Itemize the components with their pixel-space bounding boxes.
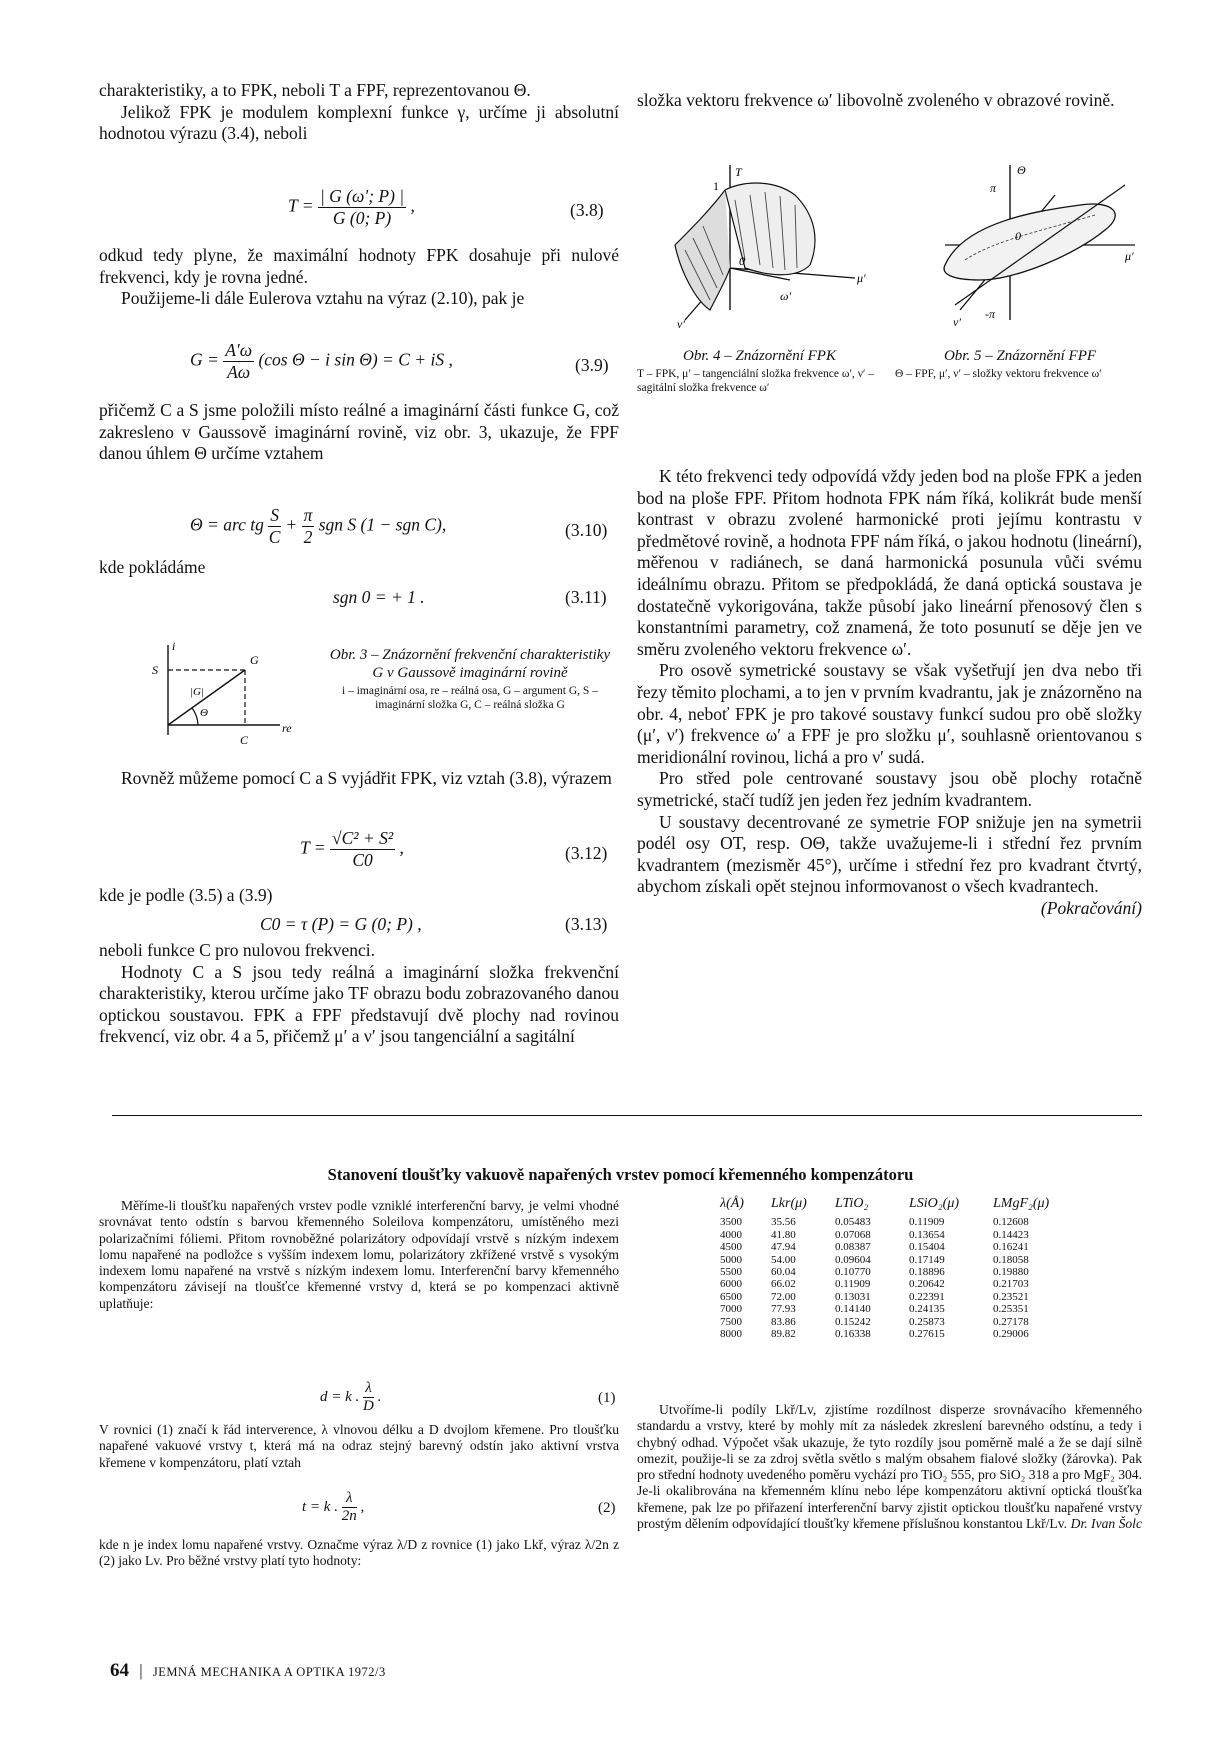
table-cell: 66.02 [771,1278,796,1291]
continued-note: (Pokračování) [1040,897,1142,918]
axis-label-re: re [282,721,292,735]
paragraph: V rovnici (1) značí k řád interverence, λ vlnovou délku a D dvojlom křemene. Pro tloušťku napařené vakuové vrstvy t, která má na odraz stejný barevný odstín jako aktivní vrstva křemene v kompenzátoru, platí vztah [99,1422,619,1470]
figure-3-caption: Obr. 3 – Znázornění frekvenční charakteristiky G v Gaussově imaginární rovině i – imaginární osa, re – reálná osa, G – argument G, S – imaginární složka G, C – reálná složka G [329,647,611,711]
equation-number: (3.11) [565,587,607,607]
table-cell: 0.09604 [835,1253,871,1266]
label-t: T [735,165,742,179]
table-row [720,1303,1077,1315]
table-row [720,1241,1077,1253]
table-cell: 0.29006 [993,1328,1029,1341]
column-header: Lkr(μ) [771,1196,807,1211]
paragraph: kde pokládáme [99,557,206,577]
article2-left-column [99,1198,619,1312]
label-c: C [240,733,249,747]
author: Dr. Ivan Šolc [1070,1516,1142,1532]
table-cell: 0.18058 [993,1253,1029,1266]
table-cell: 7500 [720,1315,742,1328]
equation-number: (3.12) [565,843,608,863]
page-number: 64 [110,1660,129,1681]
figure-3-gauss-plane [150,640,300,750]
paragraph: Jelikož FPK je modulem komplexní funkce γ, určíme ji absolutní hodnotou výrazu (3.4), neboli [99,101,619,144]
table-cell: 0.08387 [835,1241,871,1254]
table-cell: 8000 [720,1328,742,1341]
table-cell: 83.86 [771,1315,796,1328]
table-cell: 0.23521 [993,1290,1029,1303]
table-row [720,1254,1077,1266]
paragraph: odkud tedy plyne, že maximální hodnoty FPK dosahuje při nulové frekvenci, kdy je rovna jedné. [99,245,619,287]
label-pi: π [990,181,997,195]
table-cell: 0.11909 [909,1216,945,1229]
table-row [720,1291,1077,1303]
table-row [720,1216,1077,1228]
equation-2: t = k . $\frac{\lambda}{2n}$ , [302,1490,365,1524]
table-row [720,1266,1077,1278]
table-cell: 5500 [720,1266,742,1279]
table-cell: 6500 [720,1290,742,1303]
column-header: LMgF₂(μ) [993,1196,1050,1211]
figure-5-fpf-surface [925,160,1155,335]
right-column-body [637,466,1142,919]
paragraph: Hodnoty C a S jsou tedy reálná a imaginární složka frekvenční charakteristiky, kterou určíme jako TF obrazu bodu zobrazovaného danou optickou soustavou. FPK a FPF představují dvě plochy nad rovinou frekvencí, viz obr. 4 a 5, přičemž μ′ a ν′ jsou tangenciální a sagitální [99,961,619,1047]
table-cell: 0.25351 [993,1303,1029,1316]
article2-left-column-3 [99,1537,619,1570]
table-body [720,1216,1077,1340]
table-row [720,1316,1077,1328]
paragraph: kde je podle (3.5) a (3.9) [99,885,273,905]
left-column-p3 [99,245,619,310]
table-cell: 54.00 [771,1253,796,1266]
journal-name: JEMNÁ MECHANIKA A OPTIKA 1972/3 [152,1665,386,1679]
paragraph: Pro střed pole centrované soustavy jsou obě plochy rotačně symetrické, stačí tudíž jen jeden řez jedním kvadrantem. [637,768,1142,810]
label-theta: Θ [200,707,208,719]
table-cell: 0.10770 [835,1266,871,1279]
table-cell: 0.13654 [909,1228,945,1241]
paragraph: U soustavy decentrované ze symetrie FOP snižuje jen na symetrii podél osy OT, resp. OΘ, takže uvažujeme-li i střední řez prvním kvadrantem (mezisměr 45°), určíme i střední řez pro kvadrant čtvrtý, abychom získali opět stejnou informovanost o všech kvadrantech. [637,811,1142,897]
article2-left-column-2 [99,1422,619,1471]
label-zero: 0 [739,254,745,268]
paragraph: K této frekvenci tedy odpovídá vždy jeden bod na ploše FPK a jeden bod na ploše FPF. Přitom hodnota FPK nám říká, kolikrát bude menší kontrast v obrazu zvolené harmonické proti jejímu kontrastu v předmětové rovině, a hodnota FPF nám říká, o jakou hodnotu (lineární), měřenou v radiánech, se daná harmonická posunula vůči svému ideálnímu obrazu. Přitom se předpokládá, že daná optická soustava je dostatečně vykorigována, takže působí jako lineární přenosový člen s konstantními parametry, což znamená, že toto posunutí se děje jen ve směru zvoleného vektoru frekvence ω′. [637,466,1142,659]
paragraph: charakteristiky, a to FPK, neboli T a FPF, reprezentovanou Θ. [99,80,531,100]
paragraph: neboli funkce C pro nulovou frekvenci. [99,940,376,960]
table-cell: 0.12608 [993,1216,1029,1229]
paragraph: Použijeme-li dále Eulerova vztahu na výraz (2.10), pak je [121,288,525,309]
table-row [720,1328,1077,1340]
label-abs-g: |G| [190,686,204,698]
table-cell: 0.05483 [835,1216,871,1229]
surface-patch [675,190,730,310]
surface-patch [944,204,1115,280]
table-cell: 0.14140 [835,1303,871,1316]
table-cell: 7000 [720,1303,742,1316]
table-cell: 0.11909 [835,1278,871,1291]
paragraph: Pro osově symetrické soustavy se však vyšetřují jen dva nebo tři řezy těmito plochami, a to jen v prvním kvadrantu, jak je znázorněno na obr. 4, neboť FPK je pro takové soustavy funkcí sudou pro obě složky (μ′, ν′) frekvence ω′ a FPF je pro složku μ′, souhlasně orientovanou s meridionální rovinou, lichá a pro ν′ sudá. [637,660,1142,767]
equation-1: d = k . $\frac{\lambda}{D}$ . [320,1380,382,1414]
label-s: S [152,663,158,677]
left-column-p5 [99,400,619,465]
left-column-top [99,80,619,145]
article-title: Stanovení tloušťky vakuově napařených vrstev pomocí křemenného kompenzátoru [327,1165,914,1184]
page-footer: 64 | JEMNÁ MECHANIKA A OPTIKA 1972/3 [110,1660,386,1681]
table-row [720,1278,1077,1290]
article-separator [112,1115,1142,1116]
table-cell: 72.00 [771,1290,796,1303]
table-cell: 0.20642 [909,1278,945,1291]
right-column-top [637,90,1142,112]
table-cell: 3500 [720,1216,742,1229]
table-row [720,1229,1077,1241]
table-cell: 4000 [720,1228,742,1241]
column-header: λ(Å) [720,1196,744,1211]
paragraph: složka vektoru frekvence ω′ libovolně zvoleného v obrazové rovině. [637,90,1115,110]
equation-3-8: T = $\frac{| G (\omega'; P) |}{G (0; P)}$ , [288,186,415,228]
figure-4-fpk-surface [655,160,885,335]
equation-number: (2) [598,1500,616,1516]
table-cell: 0.17149 [909,1253,945,1266]
label-minus-pi: -π [985,307,996,321]
equation-3-12: T = $\frac{\text{√C² + S²}}{C0}$ , [300,828,404,870]
table-cell: 0.22391 [909,1290,945,1303]
axis-label-i: i [172,640,176,653]
table-cell: 0.19880 [993,1266,1029,1279]
left-column-p8 [99,885,619,907]
figure-5-caption: Obr. 5 – Znázornění FPF Θ – FPF, μ′, ν′ – složky vektoru frekvence ω′ [895,348,1102,380]
label-nu: ν′ [677,317,685,331]
label-mu: μ′ [1125,249,1134,263]
paragraph: přičemž C a S jsme položili místo reálné a imaginární části funkce G, což zakresleno v Gaussově imaginární rovině, viz obr. 3, ukazuje, že FPF danou úhlem Θ určíme vztahem [99,400,619,464]
table-cell: 0.24135 [909,1303,945,1316]
left-column-bottom [99,940,619,1048]
equation-number: (3.10) [565,520,608,540]
equation-3-9: G = $\frac{A'\omega}{A\omega}$ (cos Θ − i sin Θ) = C + iS , [190,340,453,382]
table-cell: 4500 [720,1241,742,1254]
paragraph: Měříme-li tloušťku napařených vrstev podle vzniklé interferenční barvy, je velmi vhodné srovnávat tento odstín s barvou křemenného Soleilova kompenzátoru, umístěného mezi polarizačními fóliemi. Přitom rovnoběžné polarizátory odpovídají vrstvě s nízkým indexem lomu napařené na podložce s vyšším indexem lomu, polarizátory zkřížené vrstvě s vysokým indexem lomu napařené na vrstvě s nízkým indexem lomu. Interferenční barvy křemenného kompenzátoru závisejí na tloušťce křemenné vrstvy d, která se po kompenzaci aktivně uplatňuje: [99,1198,619,1311]
label-zero: 0 [1015,229,1021,243]
paragraph: kde n je index lomu napařené vrstvy. Označme výraz λ/D z rovnice (1) jako Lkř, výraz λ/2n z (2) jako Lv. Pro běžné vrstvy platí tyto hodnoty: [99,1537,619,1569]
table-cell: 0.13031 [835,1290,871,1303]
table-cell: 0.18896 [909,1266,945,1279]
values-table [720,1198,1077,1340]
figure-4-caption: Obr. 4 – Znázornění FPK T – FPK, μ′ – tangenciální složka frekvence ω′, ν′ – sagitální složka frekvence ω′ [637,348,875,394]
table-cell: 5000 [720,1253,742,1266]
table-cell: 77.93 [771,1303,796,1316]
table-cell: 0.14423 [993,1228,1029,1241]
table-cell: 35.56 [771,1216,796,1229]
table-cell: 0.16241 [993,1241,1029,1254]
equation-number: (3.9) [575,355,609,375]
equation-3-13: C0 = τ (P) = G (0; P) , [260,914,422,934]
label-omega: ω′ [780,289,792,303]
table-cell: 0.15404 [909,1241,945,1254]
column-header: LTiO₂ [835,1196,869,1211]
table-cell: 0.27615 [909,1328,945,1341]
table-header-row [720,1198,1077,1216]
table-cell: 6000 [720,1278,742,1291]
table-cell: 0.07068 [835,1228,871,1241]
equation-number: (3.8) [570,200,604,220]
label-one: 1 [713,179,719,193]
equation-3-10: Θ = arc tg $\frac{S}{C}$ + $\frac{\pi}{2}$ sgn S (1 − sgn C), [190,505,447,547]
table-cell: 60.04 [771,1266,796,1279]
equation-3-11: sgn 0 = + 1 . [333,587,425,607]
left-column-p6 [99,557,619,579]
label-mu: μ′ [857,271,866,285]
paragraph: Utvoříme-li podíly Lkř/Lv, zjistíme rozdílnost disperze srovnávacího křemenného standardu a vrstvy, které by mohly mít za následek zkreslení barevného odstínu, a tedy i chybný odhad. Výpočet však ukazuje, že tyto rozdíly jsou poměrně malé a že se dají silně omezit, použije-li se za zdroj světla světlo s malým obsahem fialové složky (žárovka). Pak pro střední hodnoty uvedeného poměru vychází pro TiO₂ 555, pro SiO₂ 318 a pro MgF₂ 304. Je-li okalibrována na křemenném klínu nebo lépe kompenzátoru aktivní optická tloušťka křemene, pak lze po přiřazení interferenční barvy zjistit optickou tloušťku napařené vrstvy prostým dělením odpovídající tloušťky křemene příslušnou konstantou Lkř/Lv. [637,1402,1142,1532]
label-g: G [250,653,259,667]
label-theta: Θ [1017,163,1026,177]
equation-number: (3.13) [565,914,608,934]
angle-arc [192,708,198,725]
label-nu: ν′ [953,315,961,329]
table-cell: 41.80 [771,1228,796,1241]
table-cell: 0.25873 [909,1315,945,1328]
left-column-p7 [99,768,619,790]
column-header: LSiO₂(μ) [909,1196,960,1211]
table-cell: 89.82 [771,1328,796,1341]
table-cell: 0.21703 [993,1278,1029,1291]
table-cell: 0.27178 [993,1315,1029,1328]
paragraph: Rovněž můžeme pomocí C a S vyjádřit FPK, viz vztah (3.8), výrazem [121,768,612,788]
article2-right-column [637,1402,1142,1533]
table-cell: 47.94 [771,1241,796,1254]
equation-number: (1) [598,1390,616,1406]
table-cell: 0.15242 [835,1315,871,1328]
table-cell: 0.16338 [835,1328,871,1341]
